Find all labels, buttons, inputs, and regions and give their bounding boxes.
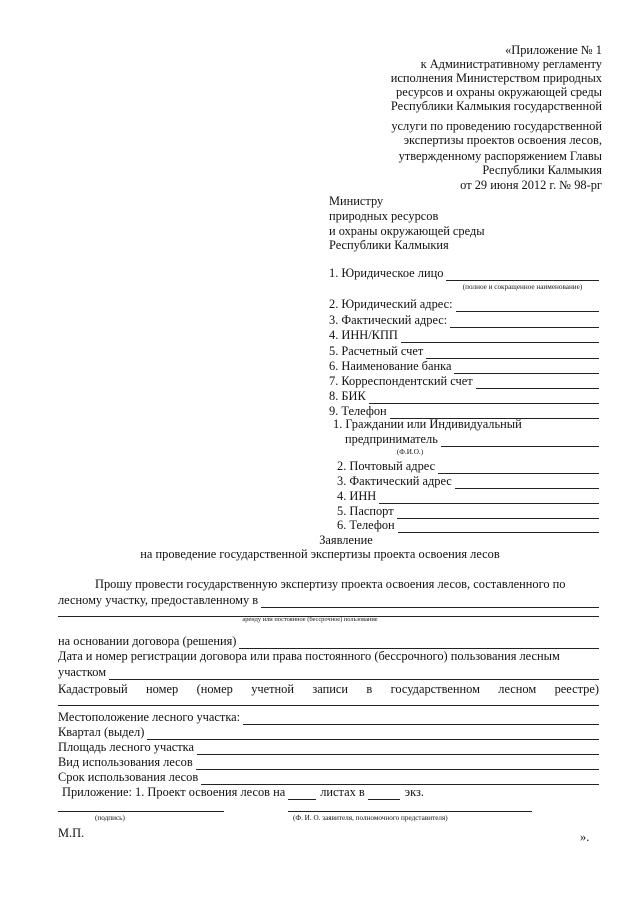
cadastral-word: Кадастровый: [58, 682, 128, 696]
period-row: [58, 770, 599, 785]
lease-row: [58, 593, 599, 608]
passport-label: 5. Паспорт: [337, 504, 394, 518]
statement-title: Заявление: [319, 533, 373, 547]
cadastral-word: в: [366, 682, 373, 696]
addressee-line: Министру: [329, 194, 384, 208]
individual-phone-label: 6. Телефон: [337, 518, 395, 532]
phone-label: 9. Телефон: [329, 404, 387, 418]
individual-title: 1. Граждании или Индивидуальный: [333, 417, 522, 431]
individual-inn-field[interactable]: [379, 492, 599, 504]
lease-type-field[interactable]: [261, 596, 599, 608]
copies-label: экз.: [404, 785, 424, 799]
cadastral-word: лесном: [498, 682, 537, 696]
individual-field-row: [337, 459, 599, 474]
basis-row: [58, 634, 599, 649]
location-row: [58, 710, 599, 725]
legal-field-row: [329, 313, 599, 328]
applicant-name-hint: (Ф. И. О. заявителя, полномочного представителя): [293, 814, 448, 822]
registration-field[interactable]: [109, 668, 599, 680]
actual-address-label: 3. Фактический адрес:: [329, 313, 448, 327]
individual-field-row: [337, 504, 599, 519]
location-field[interactable]: [243, 713, 599, 725]
appendix-label: Приложение: 1. Проект освоения лесов на: [62, 785, 286, 799]
addressee-line: природных ресурсов: [329, 209, 439, 223]
cadastral-label: [58, 682, 599, 697]
quarter-row: [58, 725, 599, 740]
registration-label: Дата и номер регистрации договора или права постоянного (бессрочного) пользования лесным: [58, 649, 560, 663]
area-field[interactable]: [197, 743, 599, 755]
quarter-label: Квартал (выдел): [58, 725, 145, 739]
legal-address-label: 2. Юридический адрес:: [329, 297, 453, 311]
body-line-1: [95, 577, 599, 592]
account-label: 5. Расчетный счет: [329, 344, 424, 358]
use-type-row: [58, 755, 599, 770]
header-line: от 29 июня 2012 г. № 98-рг: [460, 178, 602, 192]
addressee-line: и охраны окружающей среды: [329, 224, 485, 238]
cadastral-word: записи: [312, 682, 349, 696]
individual-inn-label: 4. ИНН: [337, 489, 377, 503]
header-line: утвержденному распоряжением Главы: [398, 149, 602, 163]
registration-label-line2: участком: [58, 665, 107, 679]
body-text: Прошу провести государственную экспертизу проекта освоения лесов, составленного по: [95, 577, 566, 591]
use-type-label: Вид использования лесов: [58, 755, 193, 769]
individual-title-line2: предприниматель: [345, 432, 438, 446]
period-field[interactable]: [201, 773, 599, 785]
header-line: услуги по проведению государственной: [391, 119, 602, 133]
lease-label: лесному участку, предоставленному в: [58, 593, 259, 607]
legal-field-row: [329, 359, 599, 374]
individual-actual-address-field[interactable]: [455, 477, 599, 489]
lease-hint: аренду или постоянное (бессрочное) пользование: [242, 616, 378, 623]
header-line: исполнения Министерством природных: [390, 71, 602, 85]
use-type-field[interactable]: [196, 758, 599, 770]
bik-label: 8. БИК: [329, 389, 366, 403]
cadastral-field[interactable]: [58, 705, 599, 706]
legal-name-hint: (полное и сокращенное наименование): [462, 283, 583, 291]
individual-field-row: [337, 489, 599, 504]
cadastral-word: (номер: [196, 682, 233, 696]
header-line: к Административному регламенту: [420, 57, 602, 71]
legal-field-row: [329, 297, 599, 312]
bank-name-field[interactable]: [454, 362, 599, 374]
account-field[interactable]: [426, 347, 599, 359]
header-line: «Приложение № 1: [505, 43, 602, 57]
signature-line[interactable]: [58, 811, 224, 812]
legal-name-row: [329, 266, 599, 281]
quarter-field[interactable]: [147, 728, 599, 740]
legal-name-field[interactable]: [446, 269, 599, 281]
stamp-label: М.П.: [58, 826, 85, 840]
corr-account-label: 7. Корреспондентский счет: [329, 374, 473, 388]
basis-label: на основании договора (решения): [58, 634, 237, 648]
legal-field-row: [329, 374, 599, 389]
postal-address-label: 2. Почтовый адрес: [337, 459, 436, 473]
legal-field-row: [329, 344, 599, 359]
individual-actual-address-label: 3. Фактический адрес: [337, 474, 452, 488]
bank-name-label: 6. Наименование банка: [329, 359, 452, 373]
copies-field[interactable]: [368, 788, 400, 800]
individual-name-field[interactable]: [441, 435, 599, 447]
cadastral-word: номер: [146, 682, 179, 696]
header-line: экспертизы проектов освоения лесов,: [403, 133, 602, 147]
individual-name-hint: (Ф.И.О.): [396, 448, 424, 456]
statement-subtitle: на проведение государственной экспертизы проекта освоения лесов: [140, 547, 500, 561]
actual-address-field[interactable]: [450, 316, 599, 328]
individual-field-row: [337, 518, 599, 533]
applicant-name-line[interactable]: [288, 811, 532, 812]
legal-address-field[interactable]: [456, 300, 599, 312]
cadastral-word: учетной: [251, 682, 295, 696]
sheets-field[interactable]: [288, 788, 316, 800]
basis-field[interactable]: [239, 637, 599, 649]
individual-field-row: [337, 474, 599, 489]
individual-phone-field[interactable]: [398, 521, 599, 533]
inn-kpp-field[interactable]: [401, 331, 599, 343]
area-label: Площадь лесного участка: [58, 740, 194, 754]
location-label: Местоположение лесного участка:: [58, 710, 241, 724]
cadastral-word: реестре): [554, 682, 599, 696]
inn-kpp-label: 4. ИНН/КПП: [329, 328, 398, 342]
registration-row: [58, 665, 599, 680]
legal-field-row: [329, 389, 599, 404]
period-label: Срок использования лесов: [58, 770, 199, 784]
corr-account-field[interactable]: [476, 377, 599, 389]
closing-quote: ».: [580, 830, 590, 844]
addressee-line: Республики Калмыкия: [329, 238, 449, 252]
bik-field[interactable]: [369, 392, 599, 404]
appendix-row: [62, 785, 424, 800]
header-line: Республики Калмыкия: [482, 163, 602, 177]
legal-name-label: 1. Юридическое лицо: [329, 266, 444, 280]
legal-field-row: [329, 328, 599, 343]
header-line: ресурсов и охраны окружающей среды: [396, 85, 602, 99]
individual-name-row: [345, 432, 599, 447]
postal-address-field[interactable]: [438, 462, 599, 474]
header-line: Республики Калмыкия государственной: [390, 99, 602, 113]
sheets-label: листах в: [320, 785, 365, 799]
cadastral-word: государственном: [390, 682, 480, 696]
signature-hint: (подпись): [95, 814, 125, 822]
area-row: [58, 740, 599, 755]
